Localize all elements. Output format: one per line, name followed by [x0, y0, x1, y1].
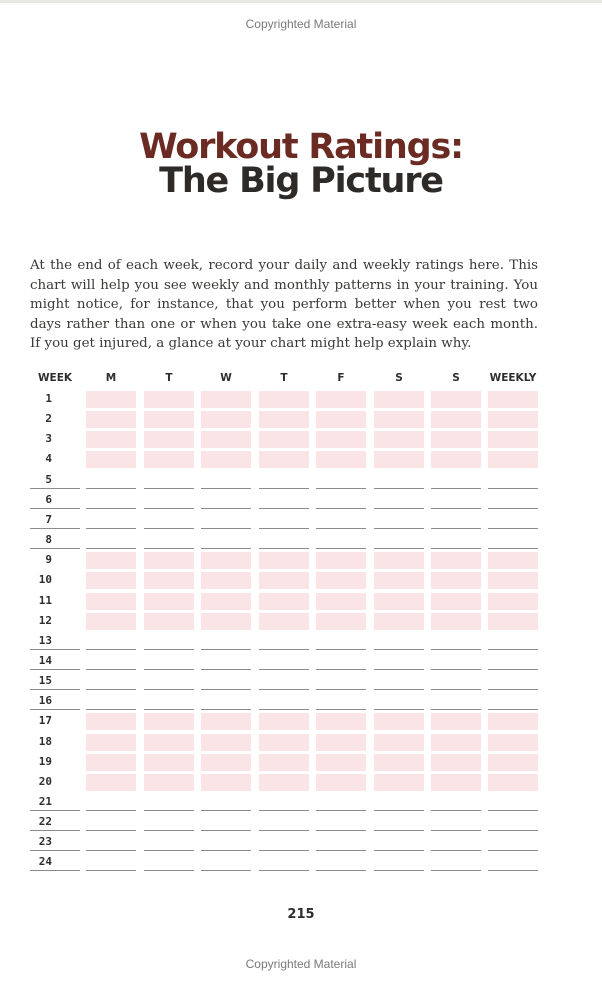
rating-cell-shaded[interactable]: [316, 613, 366, 630]
week-number: 15: [38, 674, 52, 688]
rating-entry-line[interactable]: [374, 669, 424, 670]
rating-cell-shaded[interactable]: [374, 713, 424, 730]
rating-cell-shaded[interactable]: [316, 431, 366, 448]
rating-entry-line[interactable]: [144, 669, 194, 670]
rating-entry-line[interactable]: [431, 508, 481, 509]
rating-entry-line[interactable]: [431, 709, 481, 710]
rating-entry-line[interactable]: [431, 488, 481, 489]
rating-cell-shaded[interactable]: [144, 754, 194, 771]
rating-entry-line[interactable]: [201, 870, 251, 871]
copyright-notice-bottom: Copyrighted Material: [245, 957, 357, 971]
rating-cell-shaded[interactable]: [144, 411, 194, 428]
week-number: 20: [38, 774, 52, 788]
intro-paragraph: At the end of each week, record your daily and weekly ratings here. This chart will help you see weekly and monthly patterns in your training. You might notice, for instance, that you perform better when you rest two days rather than one or when you take one extra-easy week each month. If you get injured, a glance at your chart might help explain why.: [30, 258, 538, 352]
rating-entry-line[interactable]: [431, 669, 481, 670]
rating-cell-shaded[interactable]: [144, 734, 194, 751]
rating-cell-shaded[interactable]: [86, 552, 136, 569]
rating-cell-shaded[interactable]: [431, 451, 481, 468]
rating-cell-shaded[interactable]: [259, 754, 309, 771]
column-header: S: [452, 372, 460, 384]
rating-cell-shaded[interactable]: [431, 754, 481, 771]
rating-entry-line[interactable]: [86, 649, 136, 650]
rating-entry-line[interactable]: [316, 810, 366, 811]
column-header: T: [280, 372, 288, 384]
rating-entry-line[interactable]: [316, 669, 366, 670]
rating-cell-shaded[interactable]: [86, 734, 136, 751]
rating-entry-line[interactable]: [431, 689, 481, 690]
rating-entry-line[interactable]: [86, 689, 136, 690]
rating-cell-shaded[interactable]: [316, 572, 366, 589]
rating-cell-shaded[interactable]: [201, 613, 251, 630]
rating-cell-shaded[interactable]: [144, 451, 194, 468]
rating-entry-line[interactable]: [374, 508, 424, 509]
rating-entry-line[interactable]: [144, 488, 194, 489]
rating-entry-line[interactable]: [86, 810, 136, 811]
week-underline: [30, 850, 80, 851]
rating-entry-line[interactable]: [201, 709, 251, 710]
rating-entry-line[interactable]: [374, 649, 424, 650]
rating-cell-shaded[interactable]: [144, 572, 194, 589]
rating-cell-shaded[interactable]: [86, 572, 136, 589]
rating-cell-shaded[interactable]: [316, 552, 366, 569]
rating-cell-shaded[interactable]: [431, 593, 481, 610]
rating-entry-line[interactable]: [259, 548, 309, 549]
week-number: 9: [45, 553, 52, 567]
rating-cell-shaded[interactable]: [374, 552, 424, 569]
rating-entry-line[interactable]: [144, 870, 194, 871]
rating-entry-line[interactable]: [316, 850, 366, 851]
week-number: 2: [45, 412, 52, 426]
week-underline: [30, 709, 80, 710]
rating-cell-shaded[interactable]: [374, 754, 424, 771]
rating-cell-shaded[interactable]: [144, 713, 194, 730]
rating-entry-line[interactable]: [488, 850, 538, 851]
rating-entry-line[interactable]: [86, 709, 136, 710]
rating-cell-shaded[interactable]: [316, 774, 366, 791]
week-underline: [30, 810, 80, 811]
rating-entry-line[interactable]: [316, 689, 366, 690]
rating-entry-line[interactable]: [316, 528, 366, 529]
week-underline: [30, 528, 80, 529]
rating-cell-shaded[interactable]: [259, 451, 309, 468]
rating-entry-line[interactable]: [144, 810, 194, 811]
rating-cell-shaded[interactable]: [86, 713, 136, 730]
column-header: WEEKLY: [489, 372, 537, 384]
week-number: 19: [38, 754, 52, 768]
rating-entry-line[interactable]: [86, 548, 136, 549]
rating-entry-line[interactable]: [144, 649, 194, 650]
rating-entry-line[interactable]: [144, 528, 194, 529]
rating-entry-line[interactable]: [488, 528, 538, 529]
rating-cell-shaded[interactable]: [374, 593, 424, 610]
rating-entry-line[interactable]: [86, 528, 136, 529]
rating-cell-shaded[interactable]: [201, 451, 251, 468]
column-header: F: [337, 372, 345, 384]
rating-entry-line[interactable]: [86, 850, 136, 851]
rating-cell-shaded[interactable]: [201, 593, 251, 610]
rating-cell-shaded[interactable]: [431, 774, 481, 791]
rating-entry-line[interactable]: [488, 810, 538, 811]
rating-entry-line[interactable]: [488, 870, 538, 871]
week-number: 8: [45, 533, 52, 547]
rating-entry-line[interactable]: [259, 528, 309, 529]
rating-entry-line[interactable]: [144, 830, 194, 831]
week-number: 7: [45, 512, 52, 526]
rating-cell-shaded[interactable]: [259, 552, 309, 569]
rating-cell-shaded[interactable]: [144, 593, 194, 610]
rating-cell-shaded[interactable]: [374, 613, 424, 630]
rating-cell-shaded[interactable]: [201, 431, 251, 448]
rating-cell-shaded[interactable]: [259, 431, 309, 448]
rating-cell-shaded[interactable]: [86, 593, 136, 610]
rating-cell-shaded[interactable]: [144, 613, 194, 630]
rating-cell-shaded[interactable]: [259, 713, 309, 730]
rating-entry-line[interactable]: [374, 830, 424, 831]
column-header: T: [165, 372, 173, 384]
rating-cell-shaded[interactable]: [431, 391, 481, 408]
rating-entry-line[interactable]: [86, 669, 136, 670]
rating-cell-shaded[interactable]: [488, 754, 538, 771]
rating-cell-shaded[interactable]: [316, 451, 366, 468]
rating-entry-line[interactable]: [144, 709, 194, 710]
rating-entry-line[interactable]: [201, 810, 251, 811]
rating-cell-shaded[interactable]: [201, 572, 251, 589]
rating-entry-line[interactable]: [374, 689, 424, 690]
rating-entry-line[interactable]: [431, 810, 481, 811]
rating-cell-shaded[interactable]: [201, 411, 251, 428]
rating-cell-shaded[interactable]: [259, 572, 309, 589]
rating-entry-line[interactable]: [86, 508, 136, 509]
rating-entry-line[interactable]: [431, 649, 481, 650]
column-header: WEEK: [37, 372, 73, 384]
rating-entry-line[interactable]: [431, 830, 481, 831]
rating-entry-line[interactable]: [488, 508, 538, 509]
week-underline: [30, 488, 80, 489]
rating-entry-line[interactable]: [201, 830, 251, 831]
rating-cell-shaded[interactable]: [259, 391, 309, 408]
rating-cell-shaded[interactable]: [374, 411, 424, 428]
rating-entry-line[interactable]: [201, 689, 251, 690]
rating-entry-line[interactable]: [201, 528, 251, 529]
rating-entry-line[interactable]: [374, 709, 424, 710]
rating-cell-shaded[interactable]: [316, 391, 366, 408]
week-number: 22: [38, 815, 52, 829]
rating-entry-line[interactable]: [374, 488, 424, 489]
rating-entry-line[interactable]: [374, 810, 424, 811]
rating-cell-shaded[interactable]: [86, 613, 136, 630]
rating-entry-line[interactable]: [488, 488, 538, 489]
rating-cell-shaded[interactable]: [488, 713, 538, 730]
rating-entry-line[interactable]: [488, 548, 538, 549]
rating-cell-shaded[interactable]: [488, 774, 538, 791]
rating-cell-shaded[interactable]: [374, 391, 424, 408]
rating-cell-shaded[interactable]: [201, 713, 251, 730]
rating-entry-line[interactable]: [431, 850, 481, 851]
week-underline: [30, 508, 80, 509]
rating-cell-shaded[interactable]: [86, 411, 136, 428]
rating-cell-shaded[interactable]: [488, 451, 538, 468]
rating-cell-shaded[interactable]: [144, 774, 194, 791]
week-number: 5: [45, 472, 52, 486]
week-number: 10: [38, 573, 52, 587]
week-number: 16: [38, 694, 52, 708]
rating-entry-line[interactable]: [259, 689, 309, 690]
rating-entry-line[interactable]: [488, 709, 538, 710]
rating-cell-shaded[interactable]: [201, 754, 251, 771]
rating-cell-shaded[interactable]: [259, 411, 309, 428]
rating-cell-shaded[interactable]: [431, 734, 481, 751]
week-number: 23: [38, 835, 52, 849]
column-header: S: [395, 372, 403, 384]
rating-entry-line[interactable]: [316, 830, 366, 831]
rating-entry-line[interactable]: [201, 508, 251, 509]
week-number: 4: [45, 452, 52, 466]
rating-cell-shaded[interactable]: [431, 613, 481, 630]
rating-entry-line[interactable]: [316, 488, 366, 489]
rating-cell-shaded[interactable]: [431, 552, 481, 569]
week-underline: [30, 689, 80, 690]
rating-cell-shaded[interactable]: [316, 713, 366, 730]
rating-cell-shaded[interactable]: [316, 754, 366, 771]
rating-cell-shaded[interactable]: [488, 613, 538, 630]
rating-cell-shaded[interactable]: [316, 593, 366, 610]
rating-entry-line[interactable]: [488, 669, 538, 670]
rating-cell-shaded[interactable]: [431, 411, 481, 428]
rating-entry-line[interactable]: [201, 850, 251, 851]
rating-entry-line[interactable]: [86, 488, 136, 489]
top-edge-line: [0, 0, 602, 3]
rating-cell-shaded[interactable]: [86, 391, 136, 408]
rating-entry-line[interactable]: [259, 810, 309, 811]
rating-cell-shaded[interactable]: [374, 572, 424, 589]
rating-entry-line[interactable]: [259, 488, 309, 489]
rating-cell-shaded[interactable]: [144, 552, 194, 569]
rating-cell-shaded[interactable]: [316, 734, 366, 751]
rating-cell-shaded[interactable]: [86, 431, 136, 448]
rating-entry-line[interactable]: [259, 850, 309, 851]
week-underline: [30, 548, 80, 549]
week-number: 11: [38, 593, 52, 607]
rating-entry-line[interactable]: [431, 870, 481, 871]
rating-entry-line[interactable]: [144, 689, 194, 690]
week-underline: [30, 870, 80, 871]
rating-cell-shaded[interactable]: [488, 411, 538, 428]
rating-entry-line[interactable]: [144, 850, 194, 851]
rating-entry-line[interactable]: [259, 830, 309, 831]
rating-cell-shaded[interactable]: [488, 572, 538, 589]
rating-cell-shaded[interactable]: [488, 431, 538, 448]
rating-entry-line[interactable]: [316, 709, 366, 710]
rating-cell-shaded[interactable]: [201, 552, 251, 569]
rating-cell-shaded[interactable]: [86, 774, 136, 791]
rating-cell-shaded[interactable]: [374, 431, 424, 448]
rating-entry-line[interactable]: [488, 649, 538, 650]
rating-cell-shaded[interactable]: [488, 391, 538, 408]
rating-cell-shaded[interactable]: [144, 391, 194, 408]
rating-entry-line[interactable]: [488, 689, 538, 690]
rating-cell-shaded[interactable]: [86, 451, 136, 468]
rating-cell-shaded[interactable]: [488, 593, 538, 610]
rating-entry-line[interactable]: [316, 548, 366, 549]
rating-cell-shaded[interactable]: [259, 774, 309, 791]
rating-cell-shaded[interactable]: [431, 431, 481, 448]
week-number: 12: [38, 613, 52, 627]
week-number: 18: [38, 734, 52, 748]
rating-entry-line[interactable]: [259, 508, 309, 509]
rating-entry-line[interactable]: [259, 649, 309, 650]
rating-entry-line[interactable]: [259, 669, 309, 670]
rating-entry-line[interactable]: [144, 508, 194, 509]
week-number: 21: [38, 795, 52, 808]
rating-entry-line[interactable]: [431, 548, 481, 549]
week-underline: [30, 669, 80, 670]
rating-cell-shaded[interactable]: [431, 572, 481, 589]
page-number: 215: [287, 907, 315, 922]
rating-entry-line[interactable]: [201, 488, 251, 489]
week-number: 14: [38, 653, 52, 667]
rating-cell-shaded[interactable]: [374, 451, 424, 468]
rating-entry-line[interactable]: [431, 528, 481, 529]
week-underline: [30, 830, 80, 831]
rating-cell-shaded[interactable]: [144, 431, 194, 448]
rating-entry-line[interactable]: [374, 850, 424, 851]
copyright-notice-top: Copyrighted Material: [245, 17, 357, 31]
rating-cell-shaded[interactable]: [259, 593, 309, 610]
rating-entry-line[interactable]: [144, 548, 194, 549]
column-header: M: [105, 372, 117, 384]
rating-cell-shaded[interactable]: [374, 774, 424, 791]
page-title-line-1: Workout Ratings:: [139, 127, 463, 167]
rating-entry-line[interactable]: [374, 870, 424, 871]
rating-entry-line[interactable]: [374, 548, 424, 549]
rating-cell-shaded[interactable]: [86, 754, 136, 771]
week-number: 13: [38, 633, 52, 647]
rating-entry-line[interactable]: [201, 669, 251, 670]
rating-cell-shaded[interactable]: [259, 734, 309, 751]
rating-entry-line[interactable]: [374, 528, 424, 529]
rating-cell-shaded[interactable]: [431, 713, 481, 730]
column-header: W: [220, 372, 232, 384]
rating-entry-line[interactable]: [488, 830, 538, 831]
week-number: 1: [45, 392, 52, 405]
rating-entry-line[interactable]: [259, 709, 309, 710]
workout-ratings-chart: [30, 370, 538, 875]
rating-entry-line[interactable]: [86, 870, 136, 871]
rating-cell-shaded[interactable]: [488, 734, 538, 751]
week-underline: [30, 649, 80, 650]
rating-cell-shaded[interactable]: [201, 391, 251, 408]
rating-cell-shaded[interactable]: [201, 734, 251, 751]
rating-cell-shaded[interactable]: [374, 734, 424, 751]
rating-cell-shaded[interactable]: [201, 774, 251, 791]
rating-entry-line[interactable]: [316, 649, 366, 650]
rating-entry-line[interactable]: [201, 548, 251, 549]
rating-cell-shaded[interactable]: [259, 613, 309, 630]
rating-cell-shaded[interactable]: [488, 552, 538, 569]
rating-entry-line[interactable]: [316, 508, 366, 509]
week-number: 6: [45, 492, 52, 506]
rating-entry-line[interactable]: [316, 870, 366, 871]
rating-entry-line[interactable]: [86, 830, 136, 831]
rating-entry-line[interactable]: [259, 870, 309, 871]
rating-entry-line[interactable]: [201, 649, 251, 650]
week-number: 3: [45, 432, 52, 446]
week-number: 17: [38, 714, 52, 728]
week-number: 24: [38, 855, 52, 869]
rating-cell-shaded[interactable]: [316, 411, 366, 428]
page-title-line-2: The Big Picture: [159, 161, 443, 201]
